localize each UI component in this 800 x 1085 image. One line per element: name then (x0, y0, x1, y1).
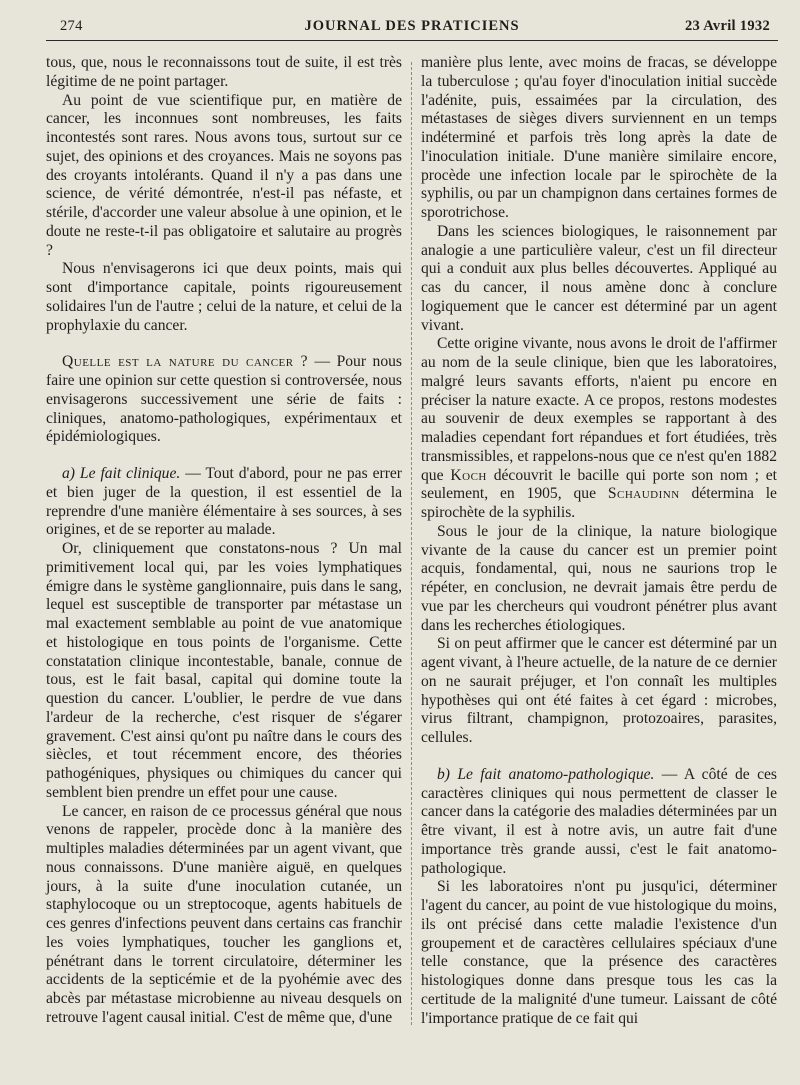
left-column (46, 54, 402, 1055)
section-heading: Quelle est la nature du cancer ? (62, 353, 309, 371)
paragraph: Sous le jour de la clinique, la nature biologique vivante de la cause du cancer est un premier point acquis, fondamental, qui, nous ne saurions trop le répéter, en conclusion, ne devrait jamais être perdu de vue par les chercheurs qui voudront pénétrer plus avant dans les recherches étiologiques. (421, 522, 777, 634)
section-paragraph (46, 353, 402, 447)
paragraph: Si les laboratoires n'ont pu jusqu'ici, déterminer l'agent du cancer, au point de vue histologique du moins, ils ont précisé dans cette maladie l'existence d'un groupement et de caractères cellulaires spéciaux d'une telle constance, que la présence des caractères histologiques donne dans presque tous les cas la certitude de la malignité d'une tumeur. Laissant de côté l'importance pratique de ce fait qui (421, 878, 777, 1027)
paragraph-text: — Pour nous faire une opinion sur cette question si controversée, nous envisagerons successivement une série de faits : cliniques, anatomo-pathologiques, expérimentaux et épidémiologiques. (46, 353, 402, 446)
subsection-heading: a) Le fait clinique. (62, 465, 181, 482)
person-name: Schaudinn (607, 485, 680, 503)
paragraph: manière plus lente, avec moins de fracas, se développe la tuberculose ; qu'au foyer d'inoculation initial succède l'adénite, puis, essaimées par la circulation, des métastases de sièges divers surviennent en un temps indéterminé et parfois très long après la date de l'inoculation initiale. D'une manière similaire encore, procède une infection locale par le spirochète de la syphilis, ou par un champignon dans certaines formes de sporotrichose. (421, 54, 777, 221)
spacer (421, 748, 777, 766)
paragraph: Au point de vue scientifique pur, en matière de cancer, les inconnues sont nombreuses, les faits incontestés sont rares. Nous avons tous, surtout sur ce sujet, des opinions et des croyances. Mais ne soyons pas des croyants intolérants. Quand il n'y a pas dans une science, de vérité démontrée, n'est-il pas néfaste, et stérile, d'accorder une valeur absolue à une opinion, et le doute ne reste-t-il pas obligatoire et salutaire au progrès ? (46, 91, 402, 259)
paragraph-text: découvrit le bacille qui porte son nom ; et seulement, en 1905, que (421, 466, 777, 503)
paragraph: Nous n'envisagerons ici que deux points, mais qui sont d'importance capitale, points rigoureusement solidaires l'un de l'autre ; celui de la nature, et celui de la prophylaxie du cancer. (46, 260, 402, 334)
paragraph: Dans les sciences biologiques, le raisonnement par analogie a une particulière valeur, c'est un fil directeur qui a conduit aux plus belles découvertes. Appliqué au cas du cancer, il nous amène donc à conclure logiquement que le cancer est déterminé par un agent vivant. (421, 222, 777, 334)
issue-date: 23 Avril 1932 (685, 18, 770, 34)
paragraph: Le cancer, en raison de ce processus général que nous venons de rappeler, procède donc à la manière des multiples maladies déterminées par un agent vivant, que nous connaissons. D'une manière aiguë, en quelques jours, à la suite d'une inoculation cutanée, un staphylocoque ou un streptocoque, agents habituels de ces genres d'infections peuvent dans certains cas franchir les voies lymphatiques, toucher les ganglions et, pénétrant dans le torrent circulatoire, déterminer les accidents de la septicémie et de la pyohémie avec des abcès par métastase microbienne au niveau desquels on retrouve l'agent causal initial. C'est de même que, d'une (46, 802, 402, 1026)
paragraph (421, 335, 777, 523)
spacer (46, 447, 402, 465)
column-separator (411, 62, 412, 1025)
subsection-paragraph (421, 766, 777, 879)
paragraph-text: — Tout d'abord, pour ne pas errer et bien juger de la question, il est essentiel de la reprendre d'une manière élémentaire à ses sources, à ses origines, et de se reporter au malade. (46, 465, 402, 539)
subsection-heading: b) Le fait anatomo-pathologique. (437, 765, 655, 783)
page-number: 274 (60, 18, 83, 34)
paragraph: tous, que, nous le reconnaissons tout de suite, il est très légitime de ne point partager. (46, 54, 402, 90)
paragraph-text: Cette origine vivante, nous avons le droit de l'affirmer au nom de la seule clinique, bien que les laboratoires, malgré leurs savants efforts, n'aient pu encore en préciser la nature exacte. A ce propos, restons modestes au souvenir de deux exemples se rapportant à des maladies cependant fort répandues et fort étudiées, très transmissibles, et rappelons-nous que ce n'est qu'en 1882 que (421, 335, 777, 484)
spacer (46, 335, 402, 353)
person-name: Koch (450, 466, 487, 484)
paragraph-text: détermina le spirochète de la syphilis. (421, 485, 777, 521)
journal-title: JOURNAL DES PRATICIENS (304, 18, 520, 34)
running-header (46, 18, 778, 40)
subsection-paragraph (46, 465, 402, 540)
paragraph: Si on peut affirmer que le cancer est déterminé par un agent vivant, à l'heure actuelle, de la nature de ce dernier on ne saurait préjuger, et l'on connaît les multiples hypothèses qui ont été faites à cet égard : microbes, virus filtrant, champignon, protozoaires, parasites, cellules. (421, 635, 777, 746)
paragraph-text: — A côté de ces caractères cliniques qui nous permettent de classer le cancer dans la catégorie des maladies déterminées par un être vivant, il est à notre avis, un autre fait d'une importance très grande aussi, c'est le fait anatomo-pathologique. (421, 765, 777, 877)
paragraph: Or, cliniquement que constatons-nous ? Un mal primitivement local qui, par les voies lymphatiques émigre dans le système ganglionnaire, puis dans le sang, lequel est susceptible de transporter par métastase un mal exactement semblable au point de vue anatomique et histologique en tous points de l'organisme. Cette constatation clinique incontestable, banale, connue de tous, est le fait basal, capital qui domine toute la question du cancer. L'oublier, le perdre de vue dans l'ardeur de la recherche, c'est risquer de s'égarer gravement. C'est ainsi qu'ont pu naître dans le cours des siècles, et tout récemment encore, des théories pathogéniques, physiques ou chimiques du cancer qui semblent bien prendre un effet pour une cause. (46, 540, 402, 801)
header-rule (46, 40, 778, 41)
right-column (421, 54, 777, 1055)
